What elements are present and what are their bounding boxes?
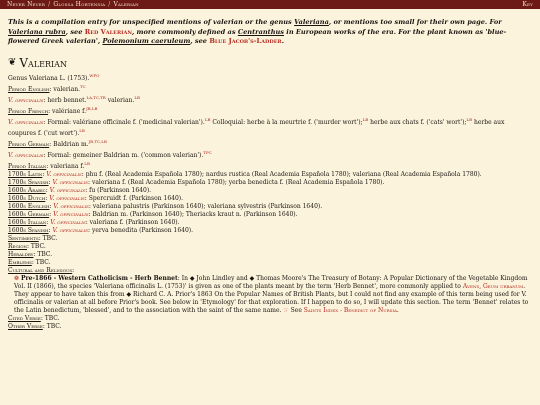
cultural-entry-text: .	[396, 306, 399, 314]
genus-text: Genus Valeriana L. (1753).	[8, 74, 90, 82]
row-label: 1600s German	[8, 210, 50, 218]
page-title: Valerian	[19, 55, 67, 70]
hand-pointer-icon: ☞	[283, 306, 289, 314]
period-german	[8, 138, 532, 149]
link-saints-index-benedict[interactable]: Saints Index - Benedict of Nursia	[303, 306, 397, 314]
row-text: herbe aux coupures f. ('cut wort').	[8, 118, 505, 137]
row-text: : valeriana f. (Real Academia Española 1780); yerba benedicta f. (Real Academia Española 1780).	[88, 178, 385, 186]
cultural-entry-text: . They appear to have taken this from ◆ Richard C. A. Prior's 1863 On the Popular Names of British Plants, but I could not find any example of this term being used for V. officinalis or valerian at all before Prior's book. See below in 'Etymology' for that exploration. If I happen to do so, I will update this section. The term 'Bennet' relates to the Latin benedictum, 'blessed', and to the association with the saint of the same name.	[14, 282, 529, 314]
species-link[interactable]: V. officinalis	[52, 226, 89, 234]
row-label: 1600s English	[8, 202, 50, 210]
row-text: : Baldrian m. (Parkinson 1640); Theriacks kraut n. (Parkinson 1640).	[88, 210, 298, 218]
row-label: 1700s Latin	[8, 170, 43, 178]
entry-title	[8, 56, 532, 70]
row-text: : herb bennet.	[43, 96, 87, 104]
period-french	[8, 105, 532, 116]
row-label: Period German	[8, 140, 50, 148]
intro-polemonium: Polemonium caeruleum	[102, 37, 191, 46]
intro-text: This is a compilation entry for unspecified mentions of valerian or the genus	[8, 18, 295, 26]
region	[8, 243, 532, 251]
entry-content	[0, 9, 540, 331]
cultural-entry-text: See	[290, 306, 304, 314]
german-1600s: 1600s German: V. officinalis: Baldrian m. (Parkinson 1640); Theriacks kraut n. (Parkinson 1640).	[8, 210, 298, 218]
row-label: Cited Verse	[8, 314, 41, 322]
species-link[interactable]: V. officinalis	[49, 186, 86, 194]
link-red-valerian[interactable]: Red Valerian	[84, 27, 132, 36]
row-label: Other Verse	[8, 322, 43, 330]
period-german-officinalis	[8, 149, 532, 160]
row-label: Period French	[8, 107, 49, 115]
row-text: : TBC.	[27, 242, 46, 250]
intro-text: in European works of the era. For the plant known as 'blue-flowered Greek valerian',	[8, 27, 507, 46]
row-text: : valeriana palustris (Parkinson 1640); valeriana sylvestris (Parkinson 1640).	[88, 202, 323, 210]
species-link[interactable]: V. officinalis	[52, 178, 89, 186]
species-link[interactable]: V. officinalis	[46, 170, 82, 178]
spanish-1700s: 1700s Spanish: V. officinalis: valeriana f. (Real Academia Española 1780); yerba benedicta f. (Real Academia Española 1780).	[8, 178, 385, 186]
breadcrumb	[7, 1, 522, 9]
row-label: 1600s Arabic	[8, 186, 46, 194]
row-label: Period English	[8, 85, 50, 93]
english-1600s: 1600s English: V. officinalis: valeriana palustris (Parkinson 1640); valeriana sylvestris (Parkinson 1640).	[8, 202, 323, 210]
period-english-officinalis	[8, 94, 532, 105]
breadcrumb-glossa-hortensia[interactable]: Glossa Hortensia	[53, 0, 106, 8]
row-text: : Formal: valériane officinale f. ('medicinal valerian').	[43, 118, 205, 126]
row-label: 1600s Italian	[8, 218, 47, 226]
row-label: Period Italian	[8, 162, 47, 170]
species-link[interactable]: V. officinalis	[53, 202, 89, 210]
row-label: Heraldry	[8, 250, 34, 258]
link-avens[interactable]: Avens, Geum urbanum	[462, 282, 524, 290]
intro-text: , see	[65, 27, 85, 36]
row-label: Emblems	[8, 258, 32, 266]
flower-icon: ❦	[8, 56, 17, 68]
row-text: : valerian.	[49, 85, 80, 93]
emblems	[8, 259, 532, 267]
source-sup[interactable]: JB,LB	[86, 105, 98, 111]
row-text: : fu (Parkinson 1640).	[85, 186, 152, 194]
row-text: Colloquial: herbe à la meurtrie f. ('murder wort');	[210, 118, 363, 126]
other-verse	[8, 323, 532, 331]
row-text: : valeriana f.	[46, 162, 85, 170]
breadcrumb-current-valerian: Valerian	[113, 0, 139, 8]
latin-1700s: 1700s Latin: V. officinalis: phu f. (Real Academia Española 1780); nardus rustica (Real Academia Española 1780); valeriana (Real Academia Española 1780).	[8, 170, 482, 178]
row-text: : valeriana f. (Parkinson 1640).	[85, 218, 180, 226]
cultural-entry-heading: Pre-1866 - Western Catholicism - Herb Bennet	[20, 274, 178, 282]
top-navigation-bar	[0, 0, 540, 9]
source-sup[interactable]: LB	[134, 94, 140, 100]
intro-text: , see	[190, 37, 210, 46]
row-text: : yerva benedita (Parkinson 1640).	[88, 226, 194, 234]
flower-bullet-icon: ❁	[14, 274, 20, 282]
source-sup[interactable]: LB	[204, 116, 211, 122]
row-text: valerian.	[105, 96, 135, 104]
row-text: herbe aux chats f. ('cats' wort');	[368, 118, 467, 126]
intro-text: , or mentions too small for their own page. For	[328, 18, 502, 26]
row-text: : Spercruidt f. (Parkinson 1640).	[84, 194, 184, 202]
source-sup[interactable]: LA,TC,TR	[86, 94, 106, 100]
row-text: : phu f. (Real Academia Española 1780); nardus rustica (Real Academia Española 1780); valeriana (Real Academia Española 1780).	[81, 170, 482, 178]
period-english	[8, 83, 532, 94]
species-link[interactable]: V. officinalis	[8, 151, 44, 159]
source-sup[interactable]: WFO	[89, 72, 100, 78]
intro-text: , more commonly defined as	[131, 27, 238, 36]
spanish-1600s: 1600s Spanish: V. officinalis: yerva benedita (Parkinson 1640).	[8, 226, 194, 234]
row-text: :	[72, 266, 75, 274]
cited-verse	[8, 315, 532, 323]
source-sup[interactable]: LB	[84, 160, 90, 166]
row-label: 1600s Spanish	[8, 226, 49, 234]
species-link[interactable]: V. officinalis	[50, 218, 86, 226]
source-sup[interactable]: JB,TC,LB	[88, 138, 107, 144]
link-blue-jacobs-ladder[interactable]: Blue Jacob's-Ladder	[209, 37, 282, 46]
row-text: : TBC.	[40, 314, 60, 322]
cultural-entry-text: : In ◆ John Lindley and ◆ Thomas Moore's The Treasury of Botany: A Popular Dictionary of the Vegetable Kingdom Vol. II (1866), the species 'Valeriana officinalis L. (1753)' is given as one of the plants meant by the term 'Herb Bennet', more commonly applied to	[14, 274, 528, 290]
source-sup[interactable]: TC	[80, 83, 86, 89]
arabic-1600s: 1600s Arabic: V. officinalis: fu (Parkinson 1640).	[8, 186, 152, 194]
cultural-religious	[8, 267, 532, 275]
row-text: : TBC.	[38, 234, 58, 242]
intro-genus-valeriana: Valeriana	[294, 18, 329, 26]
source-sup[interactable]: LB	[466, 116, 473, 122]
row-label: Sentiments	[8, 234, 39, 242]
period-french-officinalis	[8, 116, 532, 138]
row-text: : Baldrian m.	[49, 140, 89, 148]
row-text: : TBC.	[42, 322, 62, 330]
intro-text: .	[281, 37, 284, 46]
row-text: : TBC.	[31, 258, 51, 266]
intro-note	[8, 18, 532, 47]
dutch-1600s: 1600s Dutch: V. officinalis: Spercruidt f. (Parkinson 1640).	[8, 194, 184, 202]
row-label: Cultural and Religious	[8, 266, 73, 274]
source-sup[interactable]: TPC	[203, 149, 212, 155]
row-label: 1600s Dutch	[8, 194, 46, 202]
cultural-entry	[8, 275, 532, 315]
breadcrumb-separator: /	[108, 0, 111, 8]
breadcrumb-never-never[interactable]: Never Never	[7, 0, 46, 8]
heraldry	[8, 251, 532, 259]
species-link[interactable]: V. officinalis	[8, 96, 44, 104]
row-text: : Formal: gemeiner Baldrian m. ('common valerian').	[43, 151, 204, 159]
row-text: : TBC.	[33, 250, 53, 258]
intro-valeriana-rubra: Valeriana rubra	[8, 27, 66, 36]
row-text: : valériane f.	[48, 107, 87, 115]
species-link[interactable]: V. officinalis	[53, 210, 89, 218]
period-italian	[8, 160, 532, 171]
breadcrumb-separator: /	[48, 0, 51, 8]
source-sup[interactable]: LB	[79, 127, 85, 133]
sentiments	[8, 235, 532, 243]
intro-centranthus: Centranthus	[237, 27, 285, 36]
key-link[interactable]: Key	[522, 0, 533, 8]
source-sup[interactable]: LB	[362, 116, 369, 122]
species-link[interactable]: V. officinalis	[49, 194, 85, 202]
row-label: 1700s Spanish	[8, 178, 49, 186]
species-link[interactable]: V. officinalis	[8, 118, 44, 126]
genus-line	[8, 72, 532, 83]
italian-1600s: 1600s Italian: V. officinalis: valeriana f. (Parkinson 1640).	[8, 218, 180, 226]
row-label: Region	[8, 242, 27, 250]
